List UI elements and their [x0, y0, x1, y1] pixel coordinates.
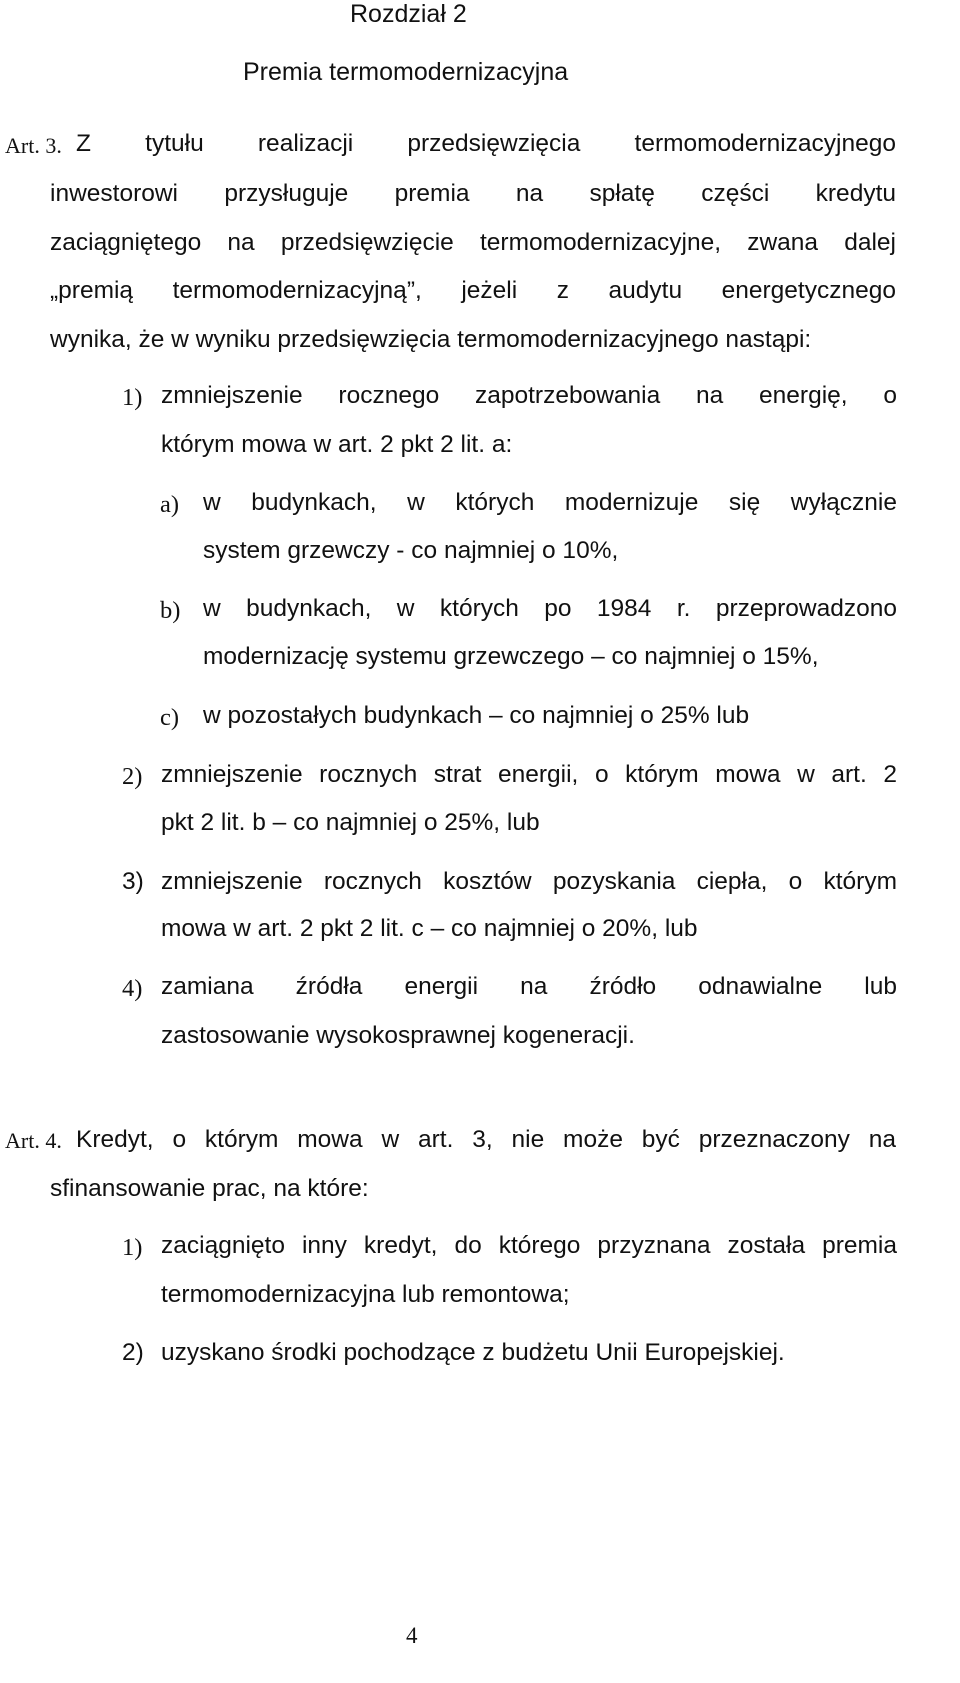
- item-text: termomodernizacyjna lub remontowa;: [161, 1281, 570, 1308]
- subitem-letter: c): [160, 704, 180, 731]
- article-4-label: Art. 4.: [5, 1128, 62, 1153]
- subitem-text: modernizację systemu grzewczego – co najmniej o 15%,: [203, 643, 819, 670]
- item-text: zamiana źródła energii na źródło odnawialne lub: [161, 973, 897, 1000]
- item-text: zmniejszenie rocznego zapotrzebowania na energię, o: [161, 382, 897, 409]
- item-text: zaciągnięto inny kredyt, do którego przyznana została premia: [161, 1232, 897, 1259]
- article-3-label: Art. 3.: [5, 133, 62, 158]
- subitem-letter: a): [160, 491, 180, 518]
- article-3-line: inwestorowi przysługuje premia na spłatę części kredytu: [50, 180, 896, 207]
- item-text: zmniejszenie rocznych strat energii, o którym mowa w art. 2: [161, 761, 897, 788]
- subitem-text: w budynkach, w których po 1984 r. przeprowadzono: [203, 595, 897, 622]
- item-text: zmniejszenie rocznych kosztów pozyskania ciepła, o którym: [161, 868, 897, 895]
- article-4-line: Kredyt, o którym mowa w art. 3, nie może być przeznaczony na: [76, 1126, 896, 1153]
- item-text: uzyskano środki pochodzące z budżetu Unii Europejskiej.: [161, 1339, 785, 1366]
- chapter-title: Rozdział 2: [350, 0, 467, 28]
- article-3-line: Z tytułu realizacji przedsięwzięcia termomodernizacyjnego: [76, 130, 896, 157]
- subitem-text: w budynkach, w których modernizuje się wyłącznie: [203, 489, 897, 516]
- item-number: 2): [122, 1339, 144, 1366]
- page-number: 4: [406, 1623, 418, 1648]
- article-3-line: „premią termomodernizacyjną”, jeżeli z audytu energetycznego: [50, 277, 896, 304]
- item-number: 2): [122, 763, 143, 790]
- chapter-subtitle: Premia termomodernizacyjna: [243, 58, 569, 86]
- item-text: którym mowa w art. 2 pkt 2 lit. a:: [161, 431, 513, 458]
- item-text: pkt 2 lit. b – co najmniej o 25%, lub: [161, 809, 540, 836]
- article-3-line: wynika, że w wyniku przedsięwzięcia termomodernizacyjnego nastąpi:: [50, 326, 812, 353]
- item-number: 1): [122, 384, 143, 411]
- article-4-line: sfinansowanie prac, na które:: [50, 1175, 369, 1202]
- article-3-line: zaciągniętego na przedsięwzięcie termomodernizacyjne, zwana dalej: [50, 229, 896, 256]
- subitem-text: w pozostałych budynkach – co najmniej o 25% lub: [203, 702, 750, 729]
- subitem-text: system grzewczy - co najmniej o 10%,: [203, 537, 619, 564]
- item-number: 1): [122, 1234, 143, 1261]
- item-text: zastosowanie wysokosprawnej kogeneracji.: [161, 1022, 635, 1049]
- item-number: 3): [122, 868, 144, 895]
- item-number: 4): [122, 975, 143, 1002]
- item-text: mowa w art. 2 pkt 2 lit. c – co najmniej o 20%, lub: [161, 915, 698, 942]
- subitem-letter: b): [160, 597, 181, 624]
